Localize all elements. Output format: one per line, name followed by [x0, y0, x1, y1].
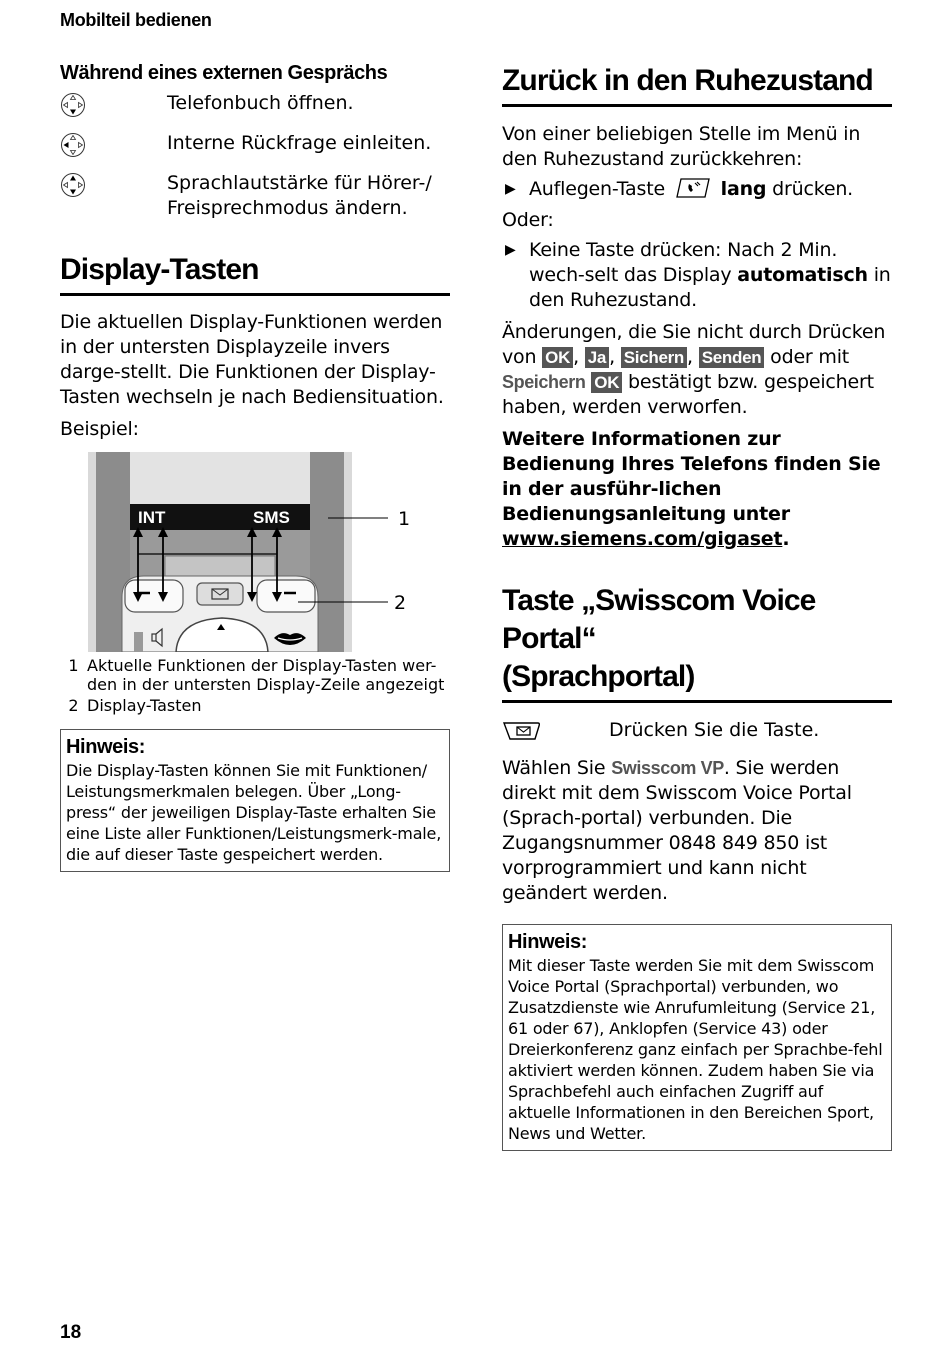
display-softkey-sms: SMS: [253, 508, 290, 527]
hint-title: Hinweis:: [508, 931, 588, 953]
voice-portal-paragraph: Wählen Sie Swisscom VP. Sie werden direkt mit dem Swisscom Voice Portal (Sprach-portal) verbunden. Die Zugangsnummer 0848 849 850 ist vorprogrammiert und kann nicht geändert werden.: [502, 757, 852, 904]
right-column: [502, 62, 892, 1151]
example-label: Beispiel:: [60, 418, 139, 440]
softkey-ok: OK: [542, 347, 573, 368]
callout-2: 2: [394, 592, 407, 614]
siemens-link[interactable]: www.siemens.com/gigaset: [502, 528, 783, 550]
idle-intro: Von einer beliebigen Stelle im Menü in den Ruhezustand zurückkehren:: [502, 123, 861, 170]
voice-portal-heading: Taste „Swisscom Voice Portal“ (Sprachportal): [502, 582, 892, 703]
or-label: Oder:: [502, 209, 554, 231]
menu-term-swisscom-vp: Swisscom VP: [611, 758, 724, 778]
hint-box-display-keys: [60, 729, 450, 872]
handset-figure: [60, 452, 450, 652]
idle-step-2: ▶ Keine Taste drücken: Nach 2 Min. wech-selt das Display automatisch in den Ruhezustand.: [502, 238, 892, 313]
softkey-sichern: Sichern: [621, 347, 687, 368]
display-keys-heading: Display-Tasten: [60, 251, 450, 296]
legend-item: 1 Aktuelle Funktionen der Display-Tasten wer-den in der untersten Display-Zeile angezeigt: [68, 656, 445, 694]
softkey-ok-2: OK: [591, 372, 622, 393]
idle-heading: Zurück in den Ruhezustand: [502, 62, 892, 107]
hint-text: Mit dieser Taste werden Sie mit dem Swisscom Voice Portal (Sprachportal) verbunden, wo Zusatzdienste wie Anrufumleitung (Service 21, 61 oder 67), Anklopfen (Service 43) oder Dreierkonferenz ganz einfach per Sprachbe-fehl aktiviert werden können. Zudem haben Sie via Sprachbefehl auch einfachen Zugriff auf aktuelle Informationen in den Bereichen Sport, News und Wetter.: [508, 956, 883, 1143]
handset-illustration: [60, 452, 450, 652]
hint-box-voice-portal: [502, 924, 892, 1151]
hang-up-key-icon: [675, 177, 711, 199]
key-row-volume: Sprachlautstärke für Hörer-/ Freisprechmodus ändern.: [60, 171, 450, 221]
more-info-paragraph: Weitere Informationen zur Bedienung Ihres Telefons finden Sie in der ausführ-lichen Bedienungsanleitung unter www.siemens.com/gigaset.: [502, 428, 881, 550]
idle-step-1: ▶ Auflegen-Taste lang drücken.: [502, 177, 892, 202]
menu-term-speichern: Speichern: [502, 372, 586, 392]
bullet-arrow-icon: ▶: [505, 181, 516, 197]
nav-key-down-icon: [60, 91, 167, 125]
call-section-title: Während eines externen Gesprächs: [60, 62, 388, 84]
callout-1: 1: [398, 508, 411, 530]
key-row-phonebook: Telefonbuch öffnen.: [60, 91, 450, 125]
page-number: 18: [60, 1322, 82, 1343]
nav-key-updown-icon: [60, 171, 167, 205]
softkey-senden: Senden: [699, 347, 765, 368]
key-row-internal-consult: Interne Rückfrage einleiten.: [60, 131, 450, 165]
running-head: Mobilteil bedienen: [60, 10, 212, 30]
left-column: [60, 62, 450, 872]
changes-paragraph: Änderungen, die Sie nicht durch Drücken von OK , Ja , Sichern , Senden oder mit Speichern OK bestätigt bzw. gespeichert haben, werden verworfen.: [502, 321, 886, 418]
voice-portal-key-row: Drücken Sie die Taste.: [502, 718, 892, 750]
legend-item: 2 Display-Tasten: [68, 696, 202, 715]
hint-text: Die Display-Tasten können Sie mit Funktionen/ Leistungsmerkmalen belegen. Über „Long-press“ der jeweiligen Display-Taste erhalten Sie eine Liste aller Funktionen/Leistungsmerk-male, die auf dieser Taste gespeichert werden.: [66, 761, 442, 864]
bullet-arrow-icon: ▶: [505, 242, 516, 258]
display-softkey-int: INT: [138, 508, 166, 527]
nav-key-left-icon: [60, 131, 167, 165]
hint-title: Hinweis:: [66, 736, 146, 758]
display-keys-intro: Die aktuellen Display-Funktionen werden in der untersten Displayzeile invers darge-stellt. Die Funktionen der Display-Tasten wechseln je nach Bediensituation.: [60, 311, 444, 408]
figure-legend: [60, 656, 450, 715]
message-key-icon: [502, 718, 609, 750]
softkey-ja: Ja: [585, 347, 609, 368]
